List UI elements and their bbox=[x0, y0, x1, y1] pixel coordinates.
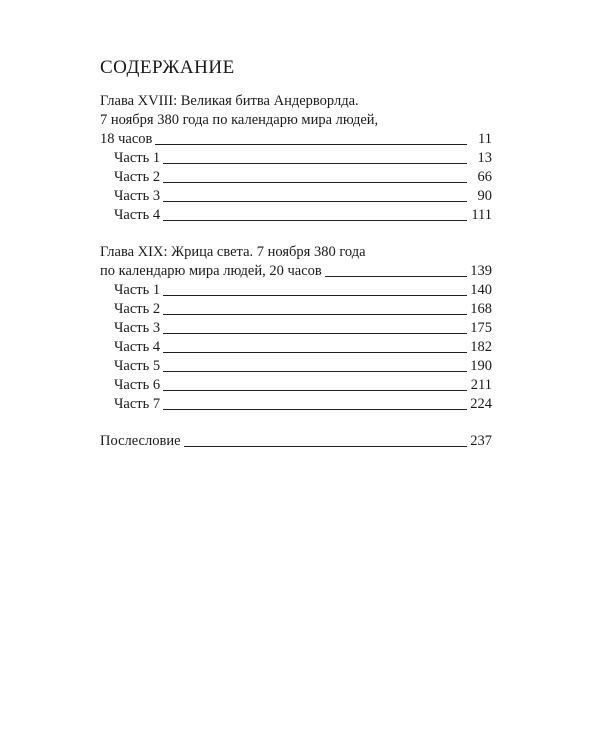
toc-entry-part[interactable] bbox=[100, 168, 492, 187]
dot-leader bbox=[155, 144, 467, 145]
dot-leader bbox=[163, 295, 467, 296]
toc-page-number: 175 bbox=[470, 320, 492, 336]
toc-entry-label: Часть 1 bbox=[114, 150, 161, 166]
toc-entry-part[interactable] bbox=[100, 395, 492, 414]
dot-leader bbox=[163, 352, 467, 353]
toc-entry-afterword[interactable] bbox=[100, 432, 492, 451]
toc-entry-label: Часть 3 bbox=[114, 188, 161, 204]
toc-entry-chapter-xix[interactable] bbox=[100, 262, 492, 281]
toc-entry-label: Часть 4 bbox=[114, 339, 161, 355]
toc-entry-part[interactable] bbox=[100, 187, 492, 206]
toc-entry-label: 18 часов bbox=[100, 131, 153, 147]
toc-entry-label: Часть 5 bbox=[114, 358, 161, 374]
dot-leader bbox=[163, 163, 467, 164]
toc-page-number: 168 bbox=[470, 301, 492, 317]
chapter-xviii bbox=[100, 92, 492, 225]
toc-entry-part[interactable] bbox=[100, 338, 492, 357]
section-gap bbox=[100, 225, 492, 243]
toc-entry-part[interactable] bbox=[100, 149, 492, 168]
toc-page-number: 13 bbox=[477, 150, 492, 166]
toc-entry-part[interactable] bbox=[100, 357, 492, 376]
dot-leader bbox=[163, 409, 467, 410]
dot-leader bbox=[163, 220, 467, 221]
dot-leader bbox=[163, 333, 467, 334]
toc-page-number: 237 bbox=[470, 433, 492, 449]
chapter-heading-line: Глава XVIII: Великая битва Андерворлда. bbox=[100, 93, 359, 109]
toc-page bbox=[100, 56, 492, 451]
section-gap bbox=[100, 414, 492, 432]
toc-entry-chapter-xviii[interactable] bbox=[100, 130, 492, 149]
toc-page-number: 66 bbox=[477, 169, 492, 185]
toc-entry-part[interactable] bbox=[100, 376, 492, 395]
toc-page-number: 111 bbox=[471, 207, 492, 223]
dot-leader bbox=[184, 446, 467, 447]
dot-leader bbox=[163, 390, 467, 391]
toc-title: СОДЕРЖАНИЕ bbox=[100, 57, 235, 78]
toc-page-number: 182 bbox=[470, 339, 492, 355]
toc-page-number: 90 bbox=[477, 188, 492, 204]
toc-entry-label: Часть 2 bbox=[114, 169, 161, 185]
chapter-heading-line: 7 ноября 380 года по календарю мира людей, bbox=[100, 112, 379, 128]
dot-leader bbox=[163, 201, 467, 202]
toc-entry-part[interactable] bbox=[100, 281, 492, 300]
toc-page-number: 140 bbox=[470, 282, 492, 298]
toc-entry-part[interactable] bbox=[100, 300, 492, 319]
toc-page-number: 190 bbox=[470, 358, 492, 374]
toc-entry-label: Часть 6 bbox=[114, 377, 161, 393]
toc-entry-part[interactable] bbox=[100, 206, 492, 225]
toc-entry-label: Часть 4 bbox=[114, 207, 161, 223]
toc-entry-label: Часть 2 bbox=[114, 301, 161, 317]
chapter-xix bbox=[100, 243, 492, 414]
toc-entry-label: Часть 7 bbox=[114, 396, 161, 412]
toc-entry-label: Послесловие bbox=[100, 433, 181, 449]
toc-entry-label: Часть 3 bbox=[114, 320, 161, 336]
toc-page-number: 224 bbox=[470, 396, 492, 412]
toc-page-number: 139 bbox=[470, 263, 492, 279]
toc-page-number: 11 bbox=[478, 131, 492, 147]
chapter-heading-line: Глава XIX: Жрица света. 7 ноября 380 года bbox=[100, 244, 366, 260]
toc-entry-label: Часть 1 bbox=[114, 282, 161, 298]
toc-entry-part[interactable] bbox=[100, 319, 492, 338]
toc-page-number: 211 bbox=[470, 377, 492, 393]
dot-leader bbox=[163, 314, 467, 315]
dot-leader bbox=[325, 276, 467, 277]
dot-leader bbox=[163, 371, 467, 372]
dot-leader bbox=[163, 182, 467, 183]
toc-entry-label: по календарю мира людей, 20 часов bbox=[100, 263, 322, 279]
